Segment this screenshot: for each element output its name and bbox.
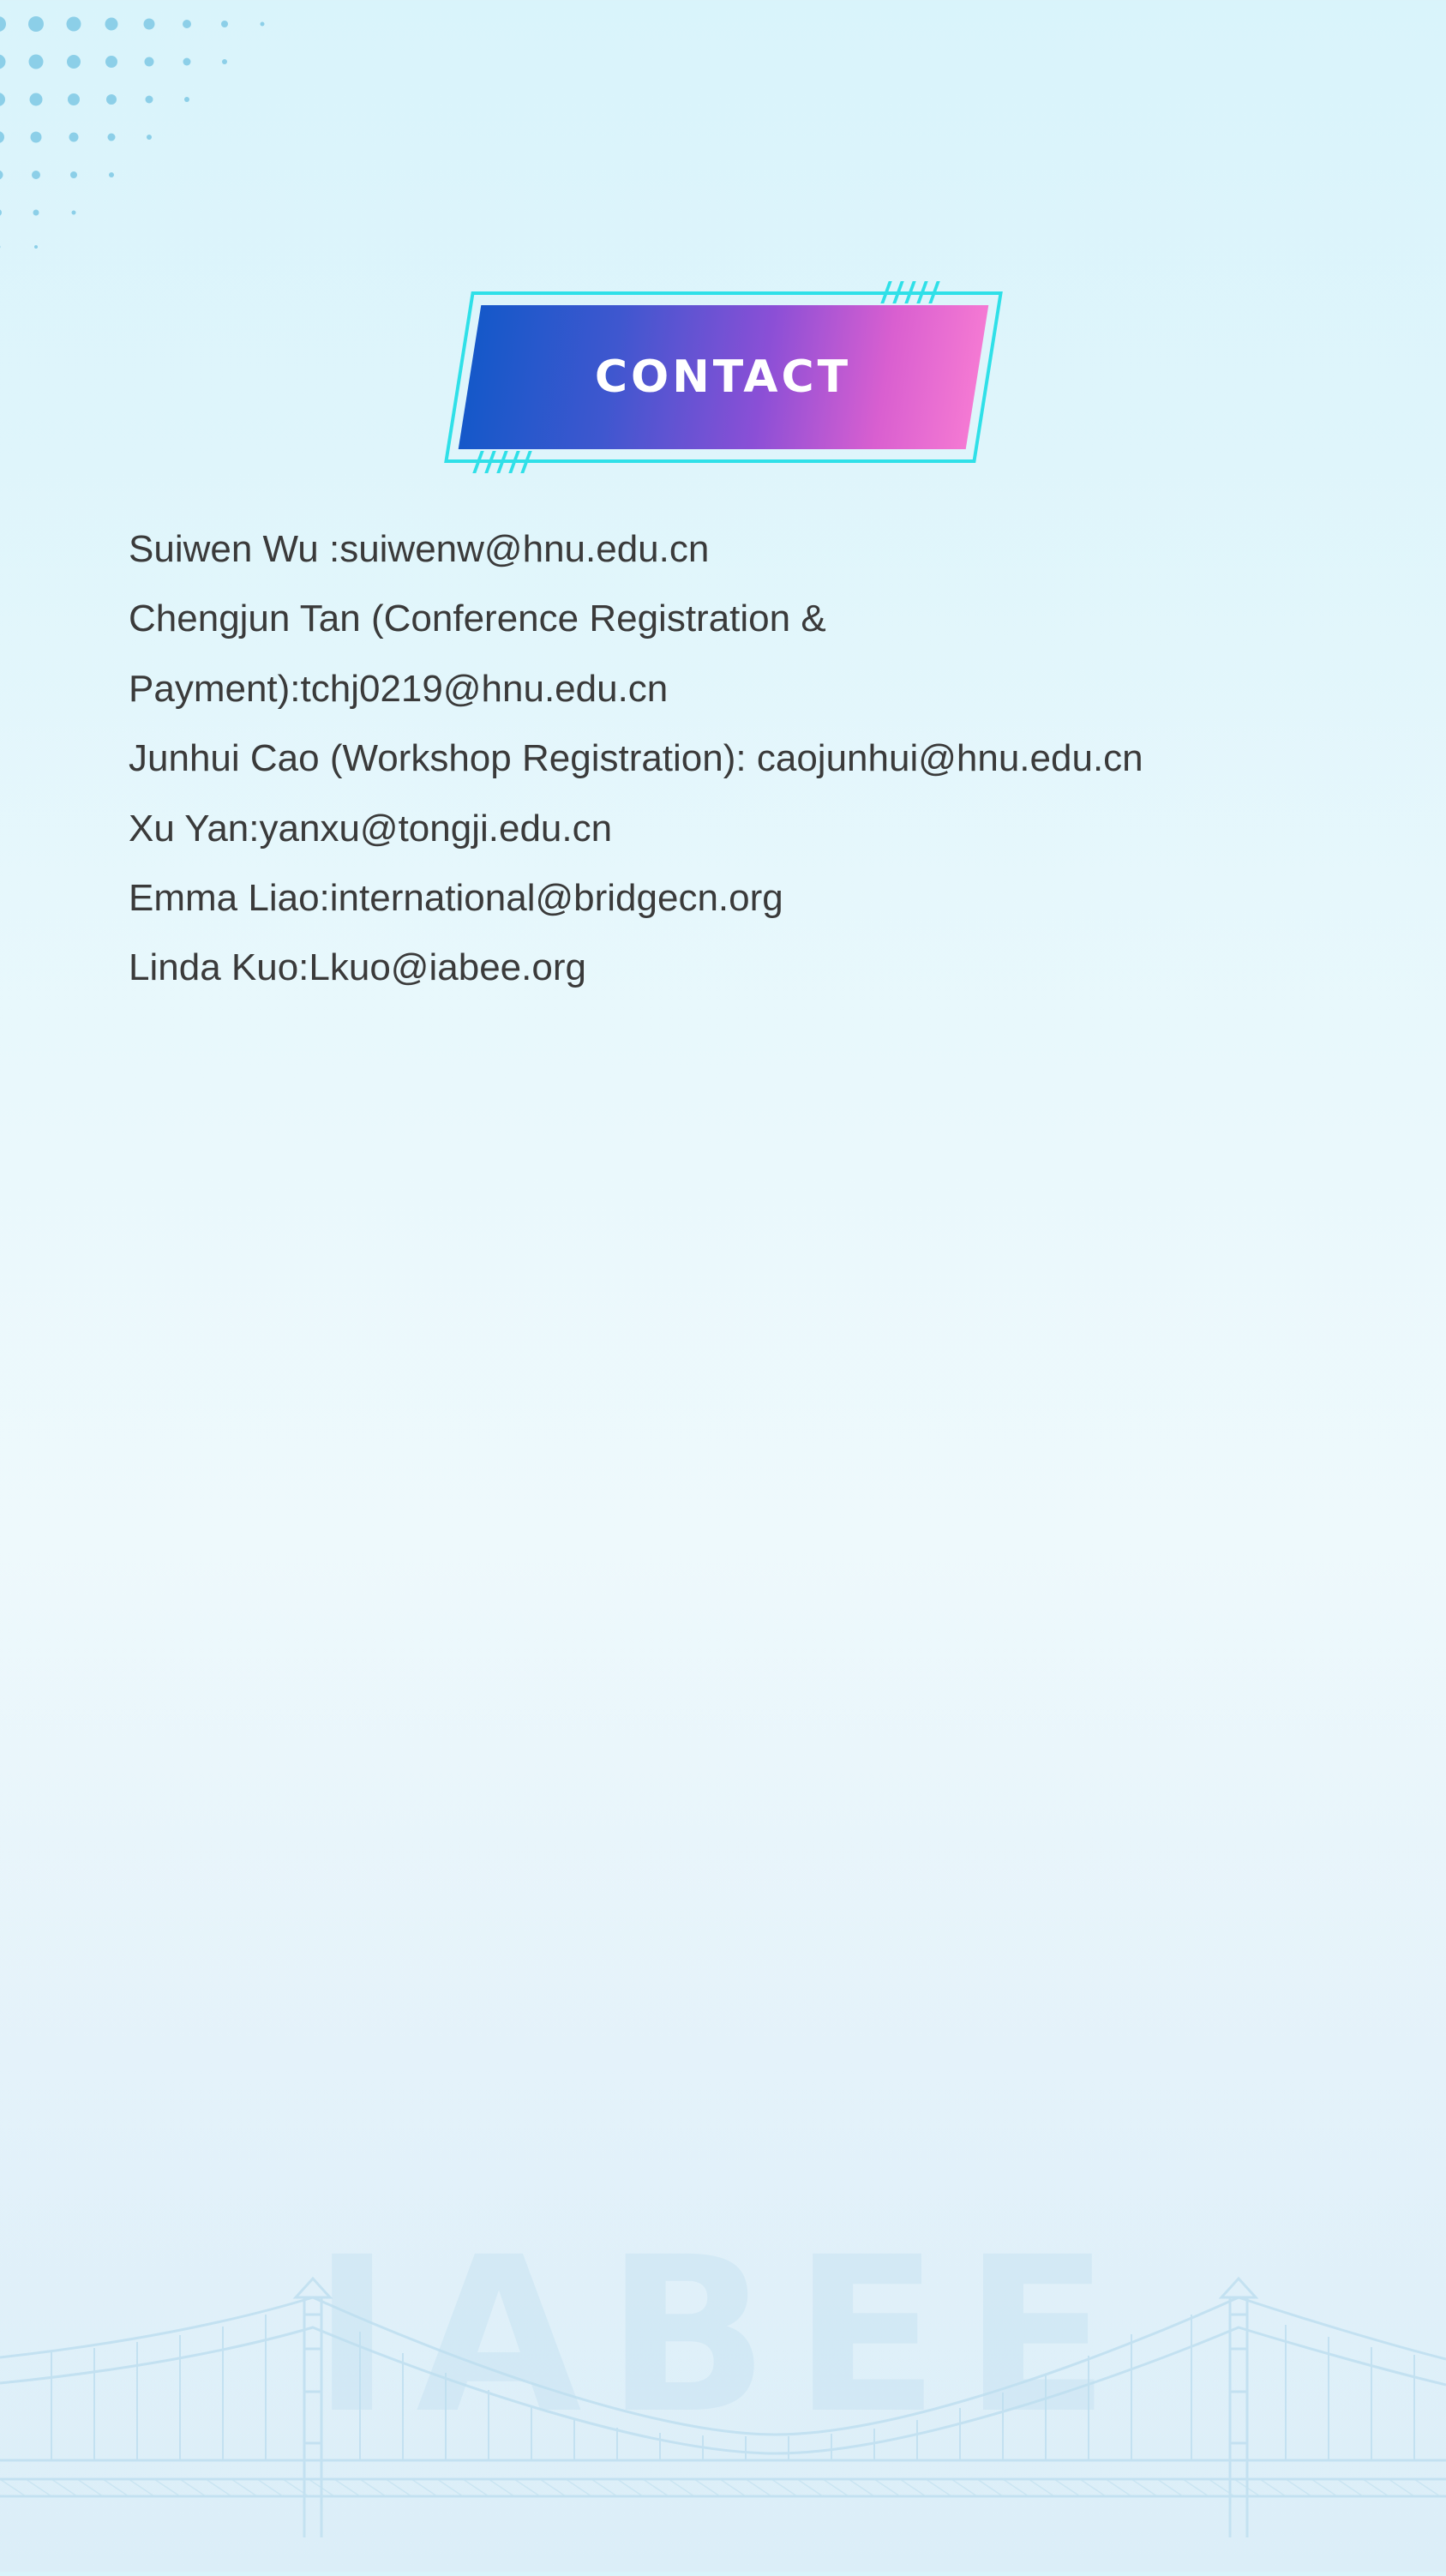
list-item: Linda Kuo:Lkuo@iabee.org [129,946,586,989]
iabee-watermark: IABEE [312,2211,1134,2460]
banner-title: CONTACT [594,351,852,403]
list-item: Chengjun Tan (Conference Registration & Payment):tchj0219@hnu.edu.cn [129,597,837,710]
list-item: Suiwen Wu :suiwenw@hnu.edu.cn [129,528,710,570]
list-item: Xu Yan:yanxu@tongji.edu.cn [129,807,613,850]
list-item: Emma Liao:international@bridgecn.org [129,876,783,919]
list-item: Junhui Cao (Workshop Registration): caojunhui@hnu.edu.cn [129,737,1143,780]
halftone-dots-decoration [0,0,351,266]
contact-list [129,514,1346,1003]
contact-banner [0,291,1446,463]
